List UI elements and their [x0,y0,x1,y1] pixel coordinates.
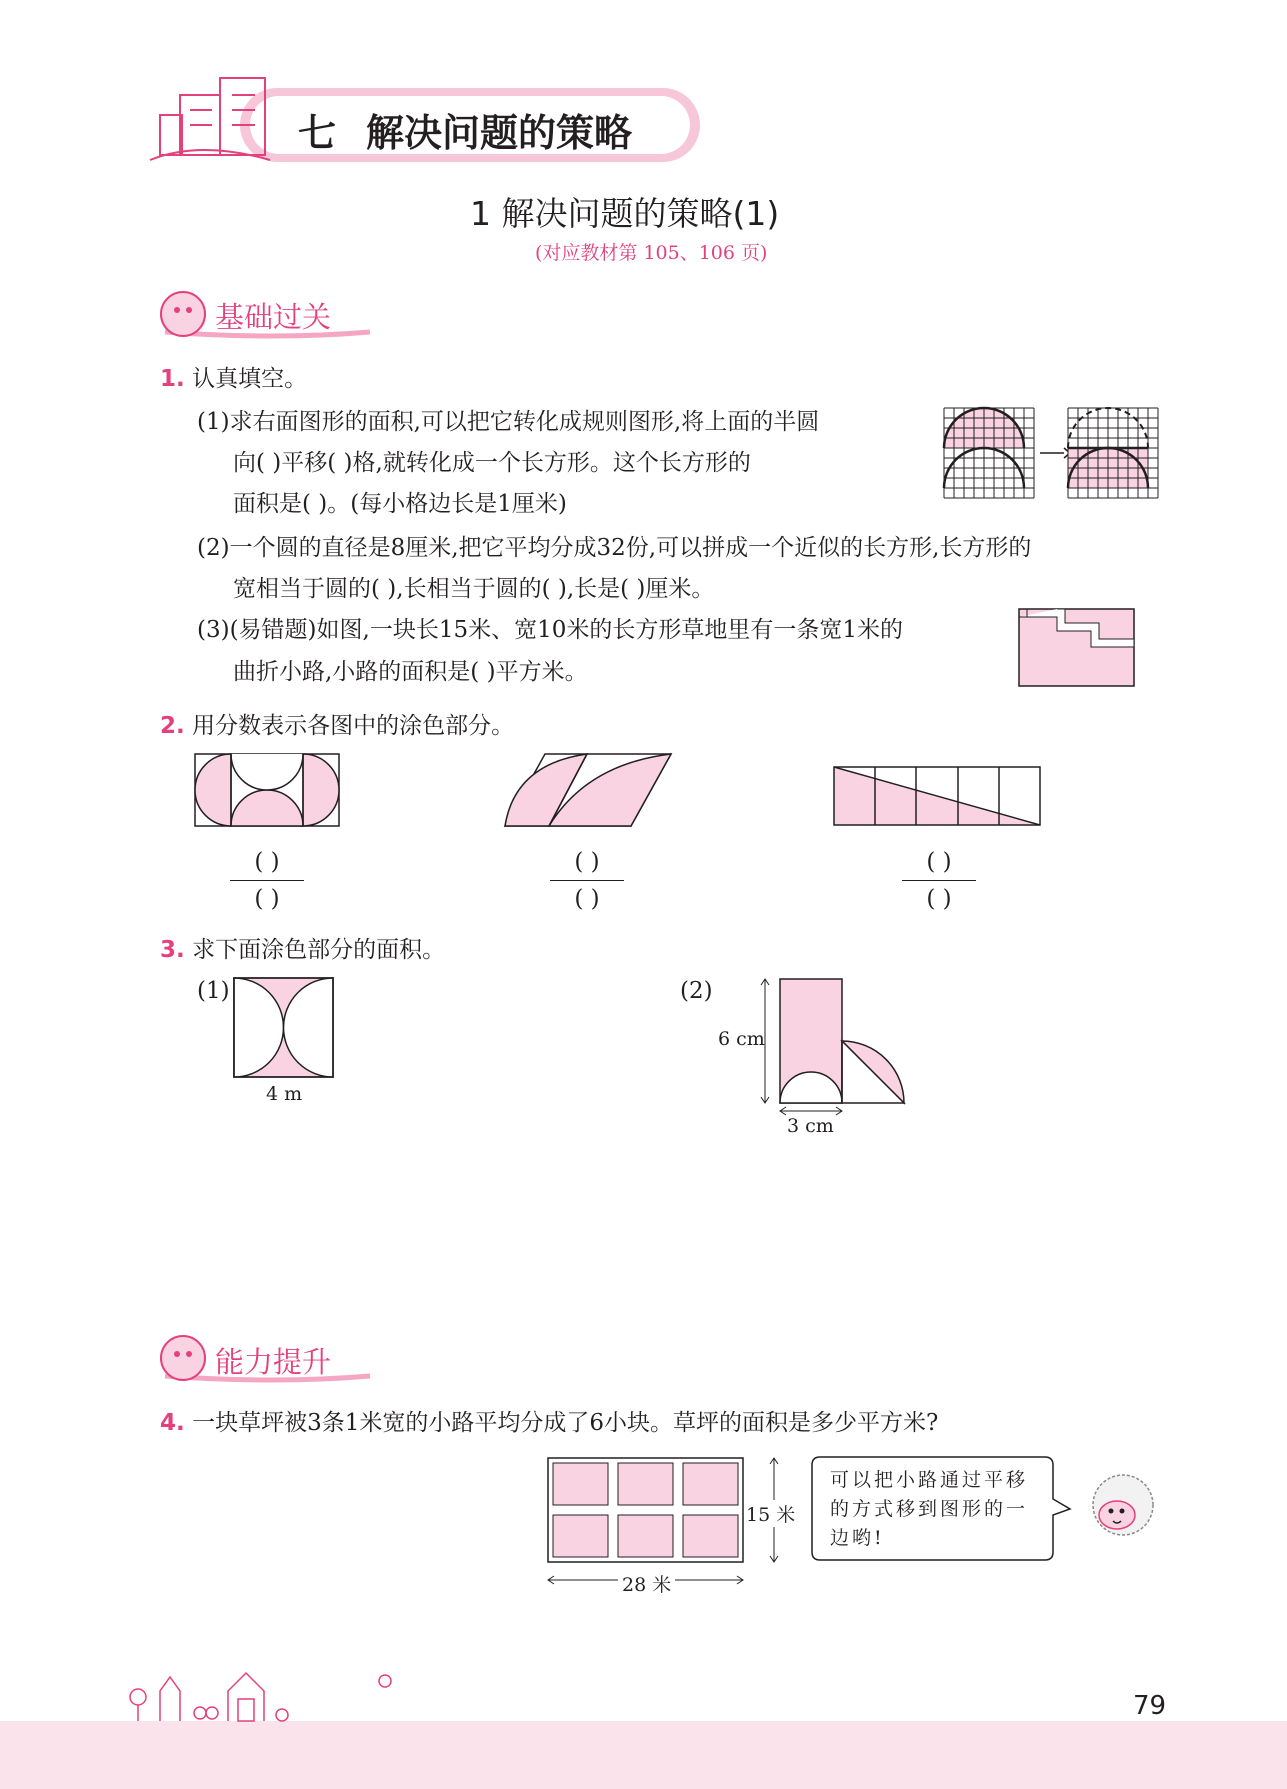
q1-part1-line3: 面积是( )。(每小格边长是1厘米) [233,491,567,517]
q4-prompt: 一块草坪被3条1米宽的小路平均分成了6小块。草坪的面积是多少平方米? [192,1410,939,1436]
q1-grid-figure-after [1068,408,1163,503]
chapter-banner [0,0,1287,180]
q1-number: 1. [160,366,185,392]
q1-part3-line1: (3)(易错题)如图,一块长15米、宽10米的长方形草地里有一条宽1米的 [197,617,904,643]
fraction-blank-3[interactable]: ( ) ( ) [902,846,976,915]
q1-part2-line1: (2)一个圆的直径是8厘米,把它平均分成32份,可以拼成一个近似的长方形,长方形的 [197,535,1032,561]
bubble-line-1: 可以把小路通过平移 [830,1469,1029,1491]
footer-town-illustration [130,1673,391,1721]
footer-band [0,1669,1287,1789]
q3-number: 3. [160,937,185,963]
q1-grid-figure-before [944,408,1039,503]
page-number: 79 [1133,1691,1167,1721]
q4-number: 4. [160,1410,185,1436]
q2-figure-1 [195,754,340,829]
arrow-icon [1040,447,1070,459]
q2-number: 2. [160,713,185,739]
fraction-blank-2[interactable]: ( ) ( ) [550,846,624,915]
section-basic-title: 基础过关 [215,300,332,334]
bubble-line-3: 边哟! [830,1527,885,1549]
q3-figure-2 [765,975,905,1120]
lesson-title: 1 解决问题的策略(1) [470,194,780,233]
q4-label-28m: 28 米 [618,1570,675,1597]
section-advanced-title: 能力提升 [215,1345,332,1379]
q1-part1-line2: 向( )平移( )格,就转化成一个长方形。这个长方形的 [233,450,751,476]
textbook-reference: (对应教材第 105、106 页) [535,242,768,264]
q3-part2-label: (2) [680,978,713,1004]
q3-figure-1 [234,978,336,1080]
q1-prompt: 认真填空。 [192,366,308,392]
q1-lawn-path-figure [1019,609,1137,689]
hedgehog-mascot-icon [1085,1465,1165,1545]
q2-prompt: 用分数表示各图中的涂色部分。 [192,713,515,739]
q1-part3-line2: 曲折小路,小路的面积是( )平方米。 [233,659,588,685]
q3-prompt: 求下面涂色部分的面积。 [192,937,446,963]
q1-part2-line2: 宽相当于圆的( ),长相当于圆的( ),长是( )厘米。 [233,576,715,602]
q3-label-4m: 4 m [266,1083,303,1105]
fraction-blank-1[interactable]: ( ) ( ) [230,846,304,915]
q3-label-3cm: 3 cm [787,1115,834,1137]
q3-label-6cm: 6 cm [718,1028,765,1050]
bubble-line-2: 的方式移到图形的一 [830,1498,1029,1520]
chapter-number: 七 [298,111,337,155]
q2-figure-2 [505,754,675,829]
q2-figure-3 [834,767,1044,829]
q3-part1-label: (1) [197,978,230,1004]
chapter-title: 解决问题的策略 [366,111,633,155]
q1-part1-line1: (1)求右面图形的面积,可以把它转化成规则图形,将上面的半圆 [197,409,820,435]
q4-label-15m: 15 米 [746,1500,795,1527]
